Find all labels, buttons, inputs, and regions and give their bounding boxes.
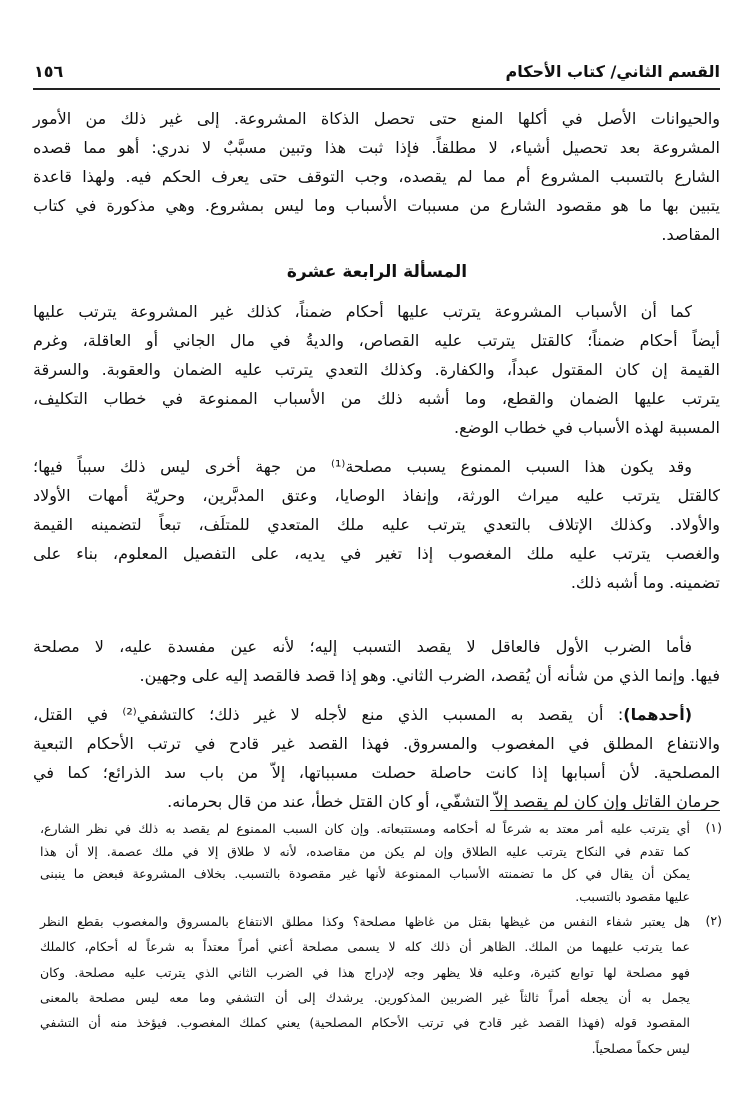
bold-lead: (أحدهما) xyxy=(623,705,693,724)
footnote-1-line: عليها مقصود بالتسبب. xyxy=(575,888,690,904)
footnote-2-line: عما يترتب عليهما من الملك. الظاهر أن ذلك كله لا يسمى مصلحة أعني أمراً معتداً به شرعاً له أحكام، كالملك xyxy=(40,939,690,955)
paragraph-2-line: القيمة إن كان المقتول عبداً، والكفارة. وكذلك التعدي يترتب عليه الضمان والعقوبة. والسرقة xyxy=(33,360,720,379)
paragraph-5-line xyxy=(33,704,720,726)
paragraph-2-line: المسببة لهذه الأسباب في خطاب الوضع. xyxy=(454,418,720,437)
footnote-2-line: فهو مصلحة لها توابع كثيرة، وعليه فلا يظهر وجه لإدراج هذا في الضرب الثاني الذي يترتب عليه مصلحة. وكان xyxy=(40,964,690,980)
paragraph-2-line: أيضاً أحكام ضمناً؛ كالقتل يترتب عليه القصاص، والديةُ في مال الجاني أو العاقلة، وغرم xyxy=(33,331,720,350)
paragraph-1-line: المشروعة بعد تحصيل أشياء، لا مطلقاً. فإذا ثبت هذا وتبين مسبَّبٌ لا ندري: أهو مما قصده xyxy=(33,138,720,157)
footnote-2-line: المقصود قوله (فهذا القصد غير قادح في ترتب الأحكام المصلحية) يعني كملك المغصوب. فيؤخذ منه أن التشفي xyxy=(40,1015,690,1031)
paragraph-3-line: وقد يكون هذا السبب الممنوع يسبب مصلحة⁽¹⁾ من جهة أخرى ليس ذلك سبباً فيها؛ xyxy=(33,457,692,476)
paragraph-5-line: المصلحية. لأن أسبابها إذا كانت حاصلة حصلت مسبباتها، إلاّ من باب سد الذرائع؛ كما في xyxy=(33,763,720,782)
paragraph-4-line: فأما الضرب الأول فالعاقل لا يقصد التسبب إليه؛ لأنه عين مفسدة عليه، لا مصلحة xyxy=(33,637,692,656)
paragraph-5-line: حرمان القاتل وإن كان لم يقصد إلاّ التشفّي، أو كان القتل خطأ، عند من قال بحرمانه. xyxy=(167,792,720,811)
paragraph-1-line: الشارع بالتسبب المشروع أم مما لم يقصده، وجب التوقف حتى يعرف الحكم فيه. ولهذا قاعدة xyxy=(33,167,720,186)
footnote-2-line: هل يعتبر شفاء النفس من غيظها بقتل من غاظها مصلحة؟ وكذا مطلق الانتفاع بالمسروق والمغصوب بقطع النظر xyxy=(40,914,690,929)
header-rule xyxy=(33,88,720,90)
paragraph-3-line: والأولاد. وكذلك الإتلاف بالتعدي يترتب عليه ملك المتعدي للمتلَف، تبعاً لتضمينه القيمة xyxy=(33,515,720,534)
footnote-number: (٢) xyxy=(705,913,722,928)
footnote-2-line: يجمل به أن يجعله أمراً ثالثاً غير الضربين المذكورين. يرشدك إلى أن التشفي وما معه ليس مصلحة بالمعنى xyxy=(40,989,690,1005)
paragraph-4-line: فيها. وإنما الذي من شأنه أن يُقصد، الضرب الثاني. وهو إذا قصد فالقصد إليه على وجهين. xyxy=(139,666,720,685)
paragraph-5-line: والانتفاع المطلق في المغصوب والمسروق. فهذا القصد غير قادح في ترتب الأحكام التبعية xyxy=(33,734,720,753)
page-number: ١٥٦ xyxy=(34,62,64,81)
footnote-1-line: يمكن أن يقال في كل ما تضمنته الأسباب الممنوعة لأنها غير مقصودة بالتسبب. بخلاف المشروعة فبعض ما ينبنى xyxy=(40,866,690,881)
running-header-title: القسم الثاني/ كتاب الأحكام xyxy=(505,62,720,81)
paragraph-3-line: كالقتل يترتب عليه ميراث الورثة، وإنفاذ الوصايا، وعتق المدبَّرين، وحريّة أمهات الأولاد xyxy=(33,486,720,505)
footnote-number: (١) xyxy=(705,820,722,835)
paragraph-2-line: كما أن الأسباب المشروعة يترتب عليها أحكام ضمناً، كذلك غير المشروعة يترتب عليها xyxy=(33,302,692,321)
paragraph-2-line: يترتب عليها الضمان والقطع، وما أشبه ذلك من الأسباب الممنوعة في خطاب التكليف، xyxy=(33,389,720,408)
paragraph-1-line: والحيوانات الأصل في أكلها المنع حتى تحصل الذكاة المشروعة. إلى غير ذلك من الأمور xyxy=(33,109,720,128)
section-title: المسألة الرابعة عشرة xyxy=(286,262,468,282)
paragraph-3-line: والغصب يترتب عليه ملك المغصوب إذا تغير في يديه، على التفصيل المعلوم، بناء على xyxy=(33,544,720,563)
paragraph-3-line: تضمينه. وما أشبه ذلك. xyxy=(570,573,720,592)
line-text: : أن يقصد به المسبب الذي منع لأجله لا غير ذلك؛ كالتشفي⁽²⁾ في القتل، xyxy=(33,705,624,724)
footnote-1-line: أي يترتب عليه أمر معتد به شرعاً له أحكامه ومستتبعاته. وإن كان السبب الممنوع لم يقصد به ذلك في نظر الشارع، xyxy=(40,821,690,836)
footnote-2-line: ليس حكماً مصلحياً. xyxy=(591,1040,690,1056)
footnote-1-line: كما تقدم في النكاح يترتب عليه الطلاق وإن لم يكن من مقاصده، لأنه لا طلاق إلا في ملك عصمة. إلا أن هذا xyxy=(40,843,690,859)
paragraph-1-line: المقاصد. xyxy=(661,225,720,244)
paragraph-1-line: يتبين بها ما هو مقصود الشارع من مسببات الأسباب وما ليس بمشروع. وهي مذكورة في كتاب xyxy=(33,196,720,215)
